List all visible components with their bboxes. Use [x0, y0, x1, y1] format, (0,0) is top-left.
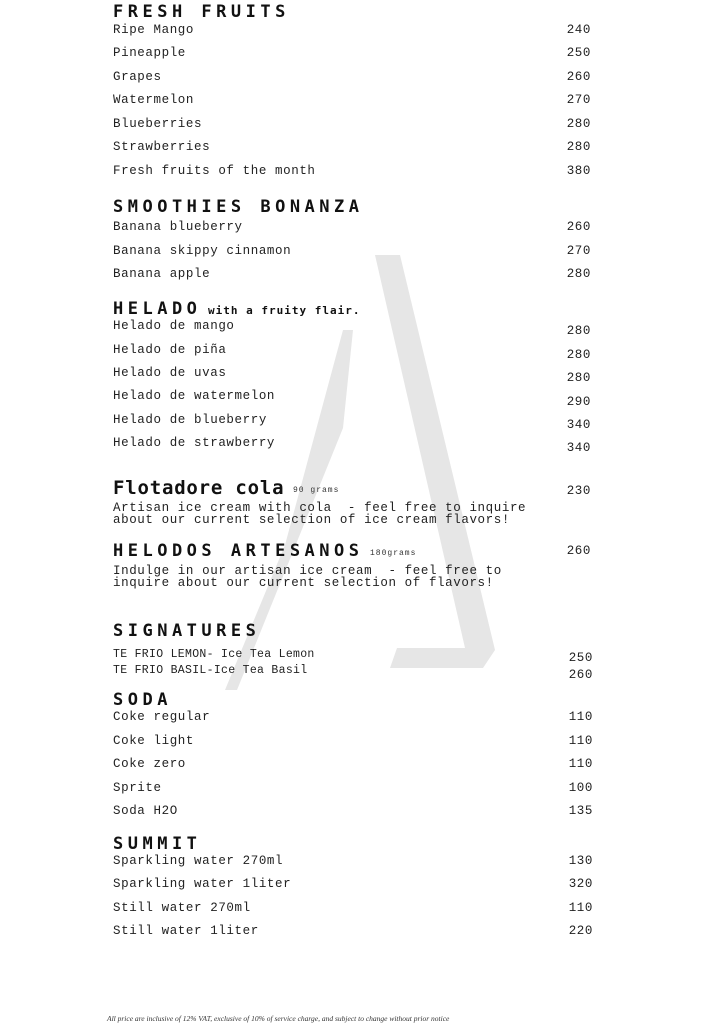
- menu-item-name: Helado de blueberry: [113, 413, 267, 427]
- helodos-weight: 180grams: [370, 549, 417, 558]
- menu-item-price: 340: [566, 441, 591, 455]
- menu-item-name: Still water 1liter: [113, 924, 259, 938]
- menu-item-name: Banana skippy cinnamon: [113, 244, 292, 258]
- menu-item-price: 220: [568, 924, 593, 938]
- menu-item-price: 100: [568, 781, 593, 795]
- menu-item-name: Helado de piña: [113, 343, 227, 357]
- menu-item-price: 250: [566, 46, 591, 60]
- menu-item-price: 130: [568, 854, 593, 868]
- helodos-price: 260: [566, 544, 591, 558]
- menu-item-name: Helado de uvas: [113, 366, 227, 380]
- menu-item-price: 250: [568, 651, 593, 665]
- menu-item-price: 260: [568, 668, 593, 682]
- flotadore-weight: 90 grams: [293, 486, 340, 495]
- menu-item-price: 290: [566, 395, 591, 409]
- section-title-signatures: SIGNATURES: [113, 621, 261, 641]
- menu-item-price: 240: [566, 23, 591, 37]
- section-title-fresh-fruits: FRESH FRUITS: [113, 2, 290, 22]
- menu-item-price: 280: [566, 371, 591, 385]
- menu-item-name: Banana blueberry: [113, 220, 243, 234]
- menu-item-price: 280: [566, 140, 591, 154]
- menu-item-price: 380: [566, 164, 591, 178]
- section-subtitle-helado: with a fruity flair.: [208, 304, 361, 317]
- menu-item-name: Strawberries: [113, 140, 211, 154]
- menu-item-price: 340: [566, 418, 591, 432]
- menu-item-name: Sprite: [113, 781, 162, 795]
- menu-item-name: Sparkling water 270ml: [113, 854, 284, 868]
- menu-item-price: 260: [566, 220, 591, 234]
- footer-note: All price are inclusive of 12% VAT, exclusive of 10% of service charge, and subject to change without prior notice: [107, 1014, 450, 1023]
- menu-item-price: 320: [568, 877, 593, 891]
- section-title-smoothies: SMOOTHIES BONANZA: [113, 197, 364, 217]
- menu-item-price: 270: [566, 244, 591, 258]
- menu-item-name: Coke light: [113, 734, 195, 748]
- menu-item-name: Sparkling water 1liter: [113, 877, 292, 891]
- menu-item-price: 110: [568, 710, 593, 724]
- menu-item-name: Grapes: [113, 70, 162, 84]
- flotadore-description: Artisan ice cream with cola - feel free to inquire about our current selection of ice cream flavors!: [113, 501, 527, 527]
- menu-item-price: 110: [568, 757, 593, 771]
- menu-item-name: Banana apple: [113, 267, 211, 281]
- menu-item-name: Fresh fruits of the month: [113, 164, 316, 178]
- menu-item-name: Watermelon: [113, 93, 195, 107]
- menu-item-name: Coke regular: [113, 710, 211, 724]
- menu-item-name: TE FRIO BASIL-Ice Tea Basil: [113, 664, 308, 677]
- menu-item-name: Helado de strawberry: [113, 436, 276, 450]
- flotadore-title: Flotadore cola: [113, 477, 285, 499]
- menu-item-price: 280: [566, 117, 591, 131]
- menu-item-price: 270: [566, 93, 591, 107]
- section-title-helodos: HELODOS ARTESANOS: [113, 541, 364, 561]
- menu-item-name: Coke zero: [113, 757, 186, 771]
- menu-item-name: Helado de watermelon: [113, 389, 276, 403]
- menu-item-price: 110: [568, 734, 593, 748]
- section-title-soda: SODA: [113, 690, 172, 710]
- menu-item-price: 110: [568, 901, 593, 915]
- helodos-description: Indulge in our artisan ice cream - feel free to inquire about our current selection of flavors!: [113, 564, 502, 590]
- section-title-helado: HELADO: [113, 299, 202, 319]
- menu-item-price: 280: [566, 324, 591, 338]
- menu-item-name: Still water 270ml: [113, 901, 251, 915]
- menu-item-name: Helado de mango: [113, 319, 235, 333]
- menu-item-name: Blueberries: [113, 117, 203, 131]
- section-title-summit: SUMMIT: [113, 834, 202, 854]
- menu-item-name: Soda H2O: [113, 804, 178, 818]
- menu-item-price: 280: [566, 267, 591, 281]
- logo-watermark: [225, 250, 515, 700]
- menu-item-name: TE FRIO LEMON- Ice Tea Lemon: [113, 648, 315, 661]
- menu-item-price: 260: [566, 70, 591, 84]
- menu-item-name: Ripe Mango: [113, 23, 195, 37]
- menu-item-price: 280: [566, 348, 591, 362]
- menu-item-name: Pineapple: [113, 46, 186, 60]
- flotadore-price: 230: [566, 484, 591, 498]
- menu-item-price: 135: [568, 804, 593, 818]
